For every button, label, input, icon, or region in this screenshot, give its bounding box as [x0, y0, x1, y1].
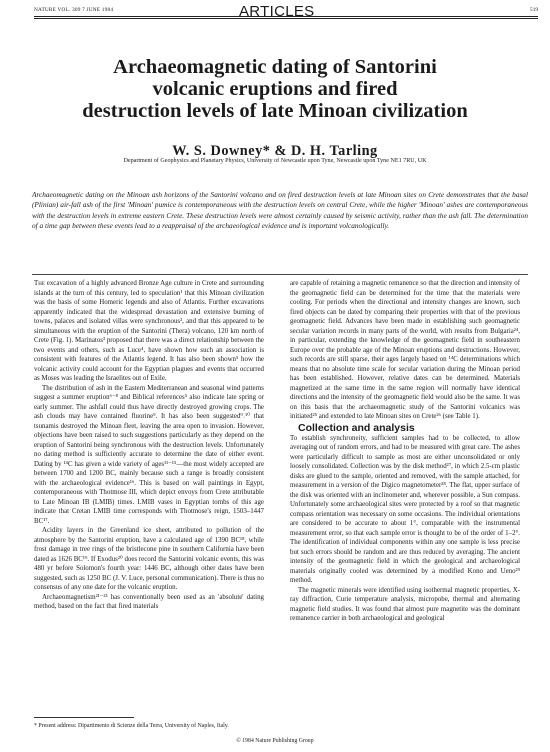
article-title	[40, 56, 510, 122]
section-label: ARTICLES	[239, 3, 315, 20]
body-paragraph	[34, 279, 264, 384]
title-line-1: Archaeomagnetic dating of Santorini	[113, 56, 437, 78]
header-rule-secondary	[34, 18, 538, 19]
body-paragraph: To establish synchroneity, sufficient samples had to be collected, to allow averaging out of random errors, and had to be measured with great care. The ashes were particularly difficult to sample as most are either unconsolidated or only loosely consolidated. Collection was by the disk method²⁷, in which 2.5-cm plastic disks are glued to the sample, oriented and removed, with the sample attached, for measurement in a version of the Digico magnetometer²⁸. The flat, upper surface of the disk was oriented with an inclinometer and, wherever possible, a Sun compass. Unfortunately some archaeological sites were protected by a roof so that magnetic compass orientation was necessary on some occasions. The individual orientations are considered to be accurate to about 1°, comparable with the instrumental measurement error, so that each sample error is thought to be of the order of 1–2°. The identification of individual components within any one sample is less precise but such errors should be random and are thus reduced by averaging. The ancient intensity of the geomagnetic field in which the geological and archaeological materials originally cooled was determined by a modified Kono and Ueno²⁹ method.	[290, 434, 520, 584]
authors: W. S. Downey* & D. H. Tarling	[172, 143, 378, 159]
body-paragraph: Archaeomagnetism²¹⁻²³ has conventionally been used as an 'absolute' dating method, based on the fact that fired materials	[34, 593, 264, 610]
body-paragraph: are capable of retaining a magnetic remanence so that the direction and intensity of the geomagnetic field can be determined for the time that the materials were cooling. For periods when the directional and intensity changes are known, such fired objects can be dated by comparing their properties with that of the previous geomagnetic field. Advances have been made in establishing such geomagnetic secular variation records in many parts of the world, with results from Bulgaria²⁴, in particular, extending the knowledge of the geomagnetic field in southeastern Europe over the probable age of the Minoan eruptions and destructions. However, such records are still sparse, their ages largely based on ¹⁴C determinations which means that no absolute time scale for secular variation during the Minoan period has been established. However, relative dates can be determined. Materials magnetized at the same time in the same region will normally have identical directions and the intensity of the geomagnetic field would also be the same. It was on this basis that the archaeomagnetic study of the Santorini volcanics was initiated²⁵ and extended to late Minoan sites on Crete²⁶ (see Table 1).	[290, 280, 520, 420]
opening-word: The	[34, 280, 45, 287]
journal-citation: NATURE VOL. 309 7 JUNE 1984	[34, 7, 114, 13]
copyright-notice: © 1984 Nature Publishing Group	[236, 738, 314, 744]
abstract-separator	[32, 274, 528, 275]
abstract: Archaeomagnetic dating on the Minoan ash horizons of the Santorini volcano and on fired destruction levels at late Minoan sites on Crete demonstrates that the basal (Plinian) air-fall ash of the first 'Minoan' pumice is contemporaneous with the destruction levels on central Crete, while the higher 'Minoan' ashes are contemporaneous with the destruction levels in extreme eastern Crete. These destruction levels were almost certainly caused by seismic activity, rather than the ash fall. The determination of a time gap between these events lead to a reappraisal of the archaeological evidence and is important volcanologically.	[32, 190, 528, 230]
title-line-3: destruction levels of late Minoan civilization	[82, 100, 468, 122]
body-column-left	[34, 279, 264, 612]
page-number: 519	[530, 7, 538, 13]
paragraph-text: excavation of a highly advanced Bronze Age culture in Crete and surrounding islands at the turn of this century, led to speculation¹ that this Minoan civilization was the basis of some Homeric legends and also of Atlantis. Further excavations apparently indicated that the widespread devastation and extensive burning of towns, palaces and isolated villas were synchronous², and that this appeared to be simultaneous with the eruption of the Santorini (Thera) volcano, 120 km north of Crete (Fig. 1). Marinatos³ proposed that there was a direct relationship between the two events and others, such as Luce⁴, have shown how such an association is consistent with features of the Atlantis legend. It has also been shown⁵ how the volcanic activity could account for the Egyptian plagues and events that occurred as Moses was leading the Israelites out of Exile.	[34, 280, 264, 382]
footnote: * Present address: Dipartimento di Scienze della Terra, University of Naples, Italy.	[34, 723, 229, 729]
section-heading: Collection and analysis	[298, 421, 415, 434]
body-paragraph: Acidity layers in the Greenland ice sheet, attributed to pollution of the atmosphere by the Santorini eruption, have a calculated age of 1390 BC¹⁸, while frost damage in tree rings of the bristlecone pine in southern California have been dated as 1626 BC¹⁹. If Exodus²⁰ does record the Santorini volcanic events, this was 480 yr before Solomon's fourth year: 1446 BC, although other dates have been suggested, such as 1250 BC (J. V. Luce, personal communication). There is thus no consensus of any one date for the volcanic eruption.	[34, 527, 264, 591]
header-rule	[34, 16, 538, 17]
body-paragraph: The magnetic minerals were identified using isothermal magnetic properties, X-ray diffraction, Curie temperature analysis, micropobe, thermal and alternating magnetic field studies. It was found that almost pure magnetite was the dominant remanence carrier in both archaeological and geological	[290, 586, 520, 622]
title-line-2: volcanic eruptions and fired	[152, 78, 398, 100]
body-column-right	[290, 279, 520, 624]
footnote-rule	[34, 717, 134, 718]
page-header	[34, 3, 538, 23]
body-paragraph: The distribution of ash in the Eastern Mediterranean and seasonal wind patterns suggest a summer eruption⁶⁻⁸ and Biblical references⁵ also indicate late spring or early summer. The ashfall could thus have directly destroyed growing crops. The ash clouds may have contained fluorine⁹. It has also been suggested⁹˒¹⁰ that tsunamis destroyed the Minoan fleet, leaving the area open to invasion. However, objections have been raised to such suggestions particularly as they depend on the eruption of Santorini being synchronous with the destruction levels. Unfortunately no dating method is sufficiently accurate to determine the date of either event. Dating by ¹⁴C has given a wide variety of ages¹¹⁻¹⁵—the most widely accepted are between 1700 and 1200 BC, mainly because such a range is broadly consistent with the archaeological evidence¹⁶. This is based on wall paintings in Egypt, contemporaneous with Thotmose III, which depict envoys from Crete attributable to Late Minoan IB (LMIB) times. LMIB vases in Egyptian tombs of this age indicate that Cretan LMIB time corresponds with Thotmose's reign, 1503–1447 BC¹⁷.	[34, 384, 264, 525]
affiliation: Department of Geophysics and Planetary Physics, University of Newcastle upon Tyne, Newcastle upon Tyne NE1 7RU, UK	[123, 158, 427, 164]
